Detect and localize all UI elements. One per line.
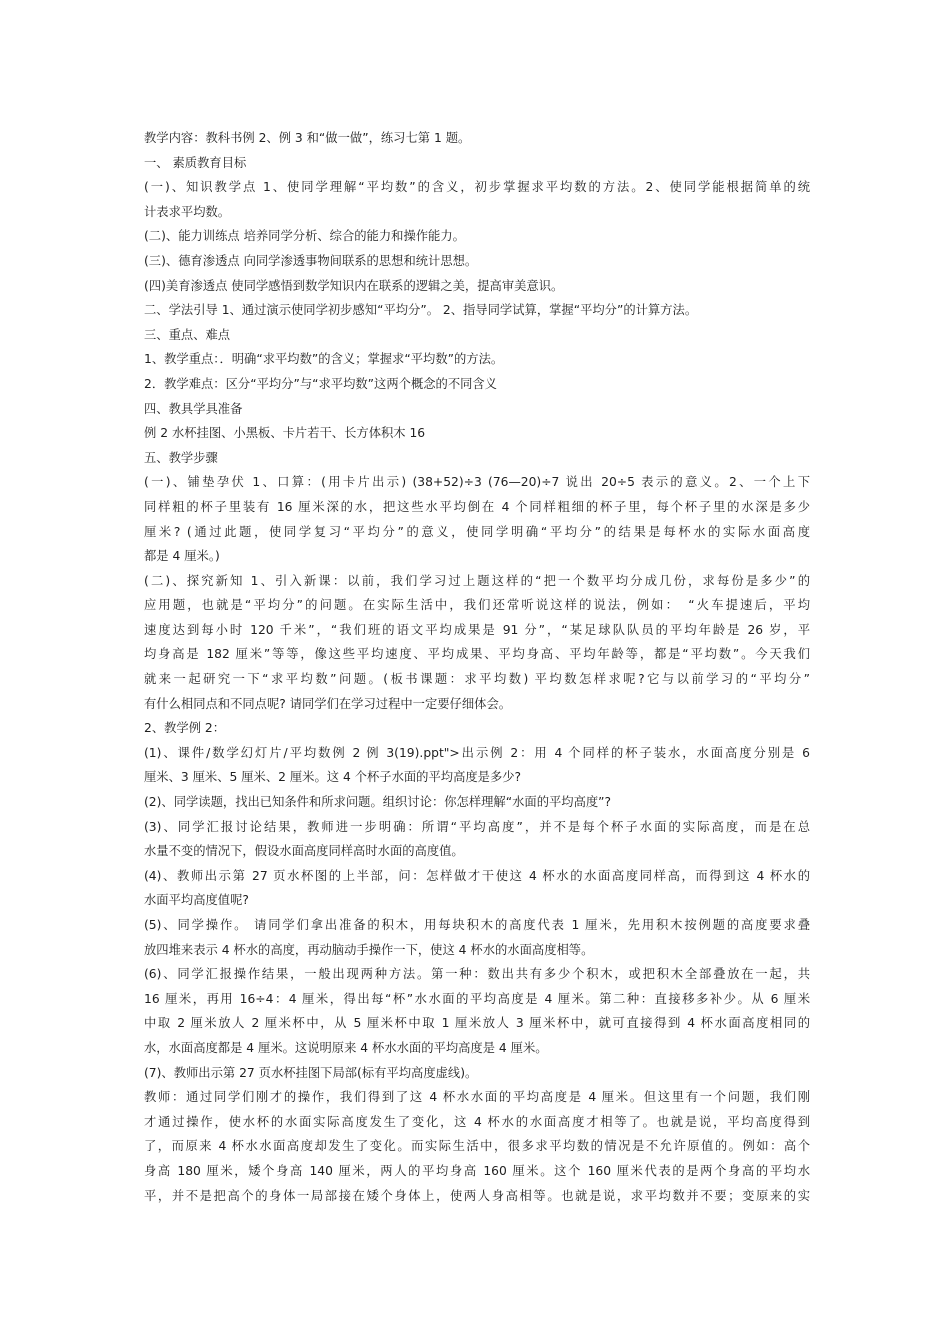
- text-line: 例 2 水杯挂图、小黑板、卡片若干、长方体积木 16: [144, 426, 426, 441]
- text-line: (一)、铺垫孕伏 1、口算：(用卡片出示) (38+52)÷3 (76—20)÷7 说出 20÷5 表示的意义。2、一个上下: [144, 475, 810, 490]
- text-line: (一)、知识教学点 1、使同学理解“平均数”的含义，初步掌握求平均数的方法。2、使同学能根据简单的统: [144, 180, 810, 195]
- text-line: 1、教学重点：．明确“求平均数”的含义；掌握求“平均数”的方法。: [144, 352, 504, 367]
- text-line: 放四堆来表示 4 杯水的高度，再动脑动手操作一下，使这 4 杯水的水面高度相等。: [144, 942, 594, 957]
- text-line: 身高 180 厘米，矮个身高 140 厘米，两人的平均身高 160 厘米。这个 160 厘米代表的是两个身高的平均水: [144, 1163, 810, 1178]
- text-line: 才通过操作，使水杯的水面实际高度发生了变化，这 4 杯水的水面高度才相等了。也就是说，平均高度得到: [144, 1114, 810, 1129]
- text-line: 教学内容：教科书例 2、例 3 和“做一做”，练习七第 1 题。: [144, 131, 471, 145]
- text-line: 厘米、3 厘米、5 厘米、2 厘米。这 4 个杯子水面的平均高度是多少?: [144, 770, 522, 785]
- text-line: (1)、课件/数学幻灯片/平均数例 2 例 3(19).ppt">出示例 2：用 4 个同样的杯子装水，水面高度分别是 6: [144, 745, 810, 760]
- text-line: 速度达到每小时 120 千米”，“我们班的语文平均成果是 91 分”，“某足球队队员的平均年龄是 26 岁，平: [144, 622, 810, 637]
- text-line: (二)、探究新知 1、引入新课：以前，我们学习过上题这样的“把一个数平均分成几份，求每份是多少”的: [144, 573, 810, 588]
- text-line: (二)、能力训练点 培养同学分析、综合的能力和操作能力。: [144, 229, 465, 244]
- text-line: 均身高是 182 厘米”等等，像这些平均速度、平均成果、平均身高、平均年龄等，都是“平均数”。今天我们: [144, 647, 810, 662]
- text-line: 水量不变的情况下，假设水面高度同样高时水面的高度值。: [144, 844, 464, 859]
- text-line: 2、教学例 2：: [144, 721, 226, 736]
- text-line: (四)美育渗透点 使同学感悟到数学知识内在联系的逻辑之美，提高审美意识。: [144, 278, 564, 293]
- text-line: 计表求平均数。: [144, 204, 231, 219]
- text-line: (三)、德育渗透点 向同学渗透事物间联系的思想和统计思想。: [144, 253, 478, 268]
- text-line: 一、 素质教育目标: [144, 155, 247, 170]
- text-line: 五、教学步骤: [144, 450, 218, 465]
- document-body: [144, 126, 810, 1208]
- text-line: (5)、同学操作。 请同学们拿出准备的积木，用每块积木的高度代表 1 厘米，先用积木按例题的高度要求叠: [144, 918, 810, 932]
- text-line: (3)、同学汇报讨论结果，教师进一步明确：所谓“平均高度”，并不是每个杯子水面的实际高度，而是在总: [144, 819, 810, 834]
- text-line: 2．教学难点：区分“平均分”与“求平均数”这两个概念的不同含义: [144, 376, 498, 391]
- text-line: 应用题，也就是“平均分”的问题。在实际生活中，我们还常听说这样的说法，例如： “火车提速后，平均: [144, 598, 810, 613]
- text-line: 水，水面高度都是 4 厘米。这说明原来 4 杯水水面的平均高度是 4 厘米。: [144, 1040, 548, 1055]
- text-line: 16 厘米，再用 16÷4：4 厘米，得出每“杯”水水面的平均高度是 4 厘米。第二种：直接移多补少。从 6 厘米: [144, 991, 810, 1006]
- text-line: 有什么相同点和不同点呢? 请同学们在学习过程中一定要仔细体会。: [144, 696, 512, 711]
- text-line: 水面平均高度值呢?: [144, 893, 249, 908]
- text-line: (6)、同学汇报操作结果，一般出现两种方法。第一种：数出共有多少个积木，或把积木全部叠放在一起，共: [144, 967, 810, 982]
- text-line: 中取 2 厘米放人 2 厘米杯中，从 5 厘米杯中取 1 厘米放人 3 厘米杯中，就可直接得到 4 杯水面高度相同的: [144, 1016, 810, 1031]
- text-line: 就来一起研究一下“求平均数”问题。(板书课题：求平均数) 平均数怎样求呢?它与以前学习的“平均分”: [144, 672, 810, 687]
- text-line: (4)、教师出示第 27 页水杯图的上半部，问：怎样做才干使这 4 杯水的水面高度同样高，而得到这 4 杯水的: [144, 868, 810, 883]
- text-line: 教师：通过同学们刚才的操作，我们得到了这 4 杯水水面的平均高度是 4 厘米。但这里有一个问题，我们刚: [144, 1090, 810, 1105]
- text-line: 平，并不是把高个的身体一局部接在矮个身体上，使两人身高相等。也就是说，求平均数并不要；变原来的实: [144, 1188, 810, 1203]
- text-line: 都是 4 厘米。): [144, 549, 220, 564]
- text-line: 三、重点、难点: [144, 327, 231, 342]
- text-line: (2)、同学读题，找出已知条件和所求问题。组织讨论：你怎样理解“水面的平均高度”?: [144, 795, 612, 810]
- text-line: 四、教具学具准备: [144, 401, 243, 416]
- text-line: 二、学法引导 1、通过演示使同学初步感知“平均分”。 2、指导同学试算，掌握“平均分”的计算方法。: [144, 303, 698, 318]
- text-line: 同样粗的杯子里装有 16 厘米深的水，把这些水平均倒在 4 个同样粗细的杯子里，每个杯子里的水深是多少: [144, 499, 810, 514]
- text-line: 了，而原来 4 杯水水面高度却发生了变化。而实际生活中，很多求平均数的情况是不允许原值的。例如：高个: [144, 1139, 810, 1154]
- text-line: 厘米? (通过此题，使同学复习“平均分”的意义，使同学明确“平均分”的结果是每杯水的实际水面高度: [144, 524, 810, 539]
- text-line: (7)、教师出示第 27 页水杯挂图下局部(标有平均高度虚线)。: [144, 1065, 478, 1080]
